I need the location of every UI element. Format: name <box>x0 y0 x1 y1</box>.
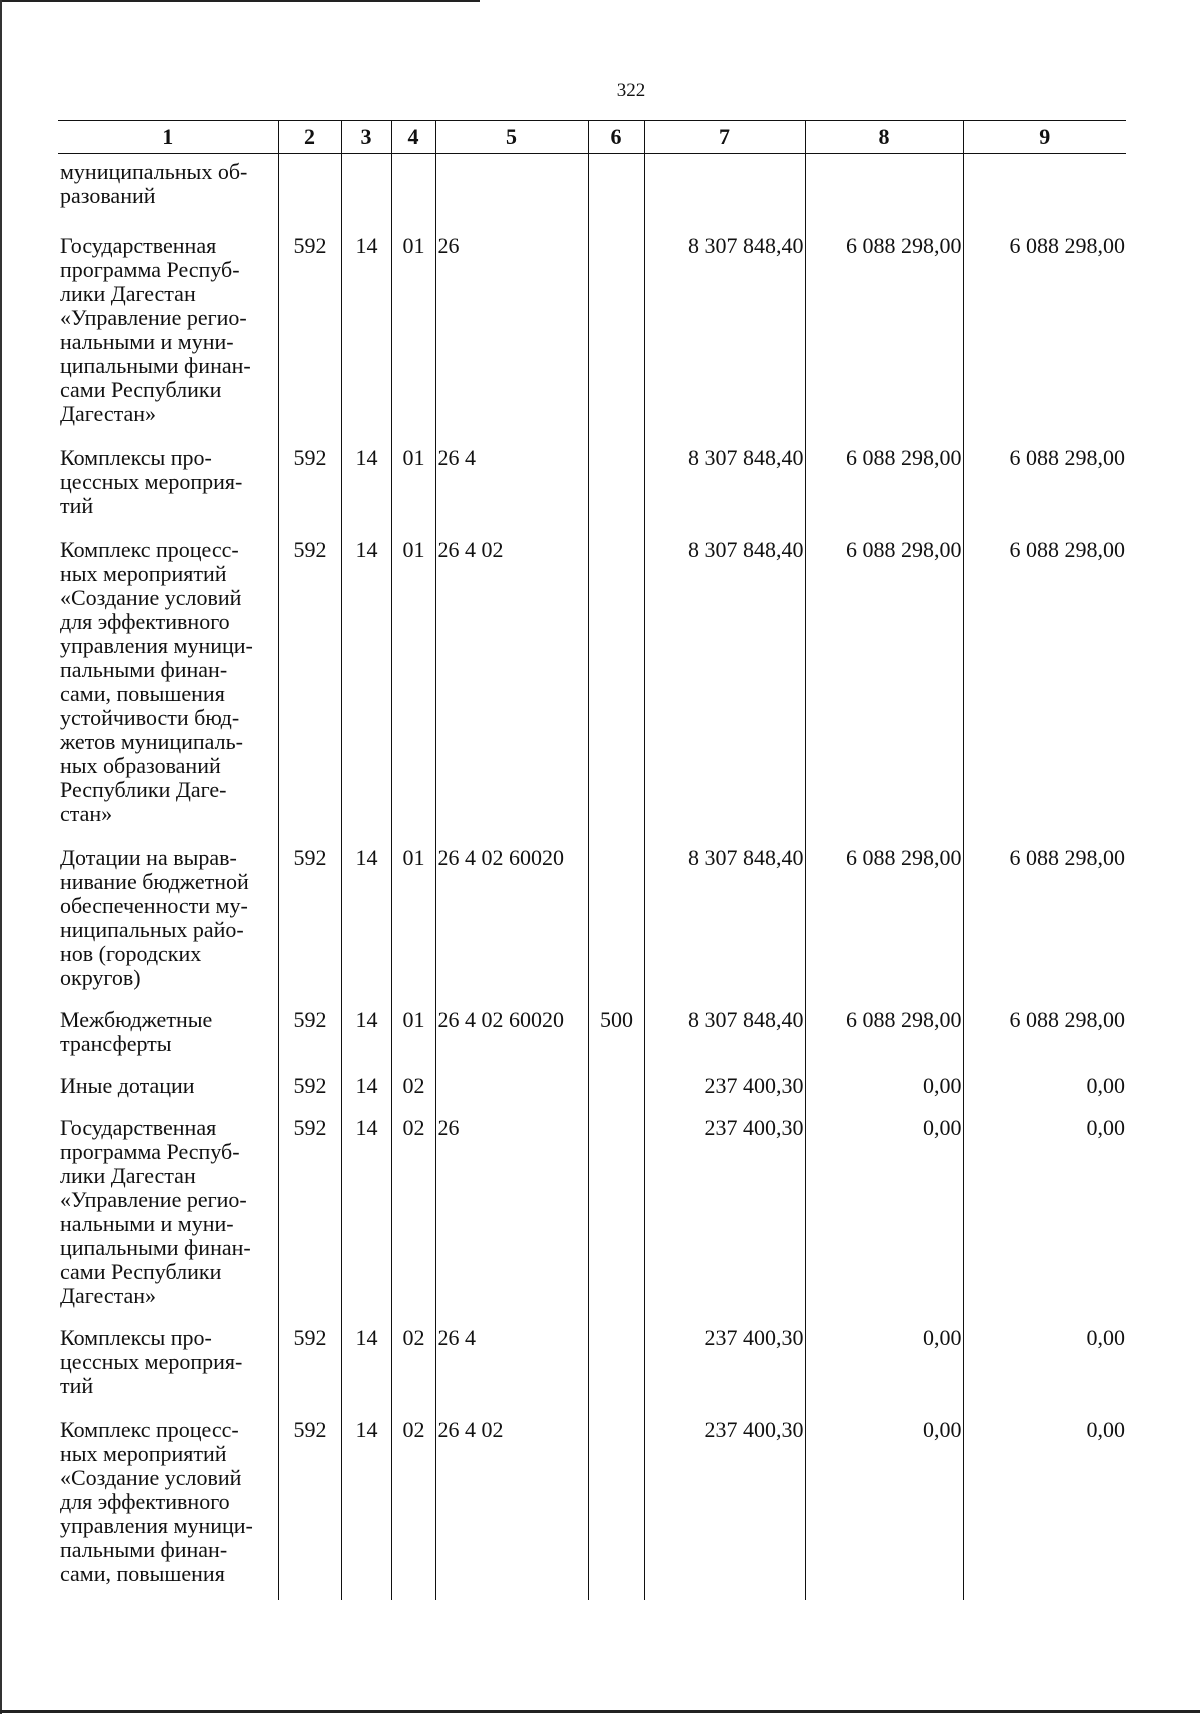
target-article-code <box>435 1056 588 1098</box>
target-article-code: 26 4 <box>435 1308 588 1398</box>
column-header-8: 8 <box>805 121 963 154</box>
gr-code: 592 <box>278 826 341 990</box>
row-label-line: для эффективного <box>60 609 230 634</box>
row-label-line: Иные дотации <box>60 1073 195 1098</box>
amount-year-1: 8 307 848,40 <box>644 518 805 826</box>
table-row <box>58 826 1126 990</box>
row-label-line: пальными финан- <box>60 1537 228 1562</box>
row-label-line: ных мероприятий <box>60 1441 227 1466</box>
subsection-code: 02 <box>391 1398 435 1600</box>
row-label-line: программа Респуб- <box>60 1139 240 1164</box>
row-label-line: «Управление регио- <box>60 1187 247 1212</box>
target-article-code: 26 4 02 60020 <box>435 990 588 1056</box>
row-label-line: цессных мероприя- <box>60 469 243 494</box>
row-label-line: ципальными финан- <box>60 353 251 378</box>
row-label-line: Государственная <box>60 233 217 258</box>
amount-year-3: 0,00 <box>963 1398 1126 1600</box>
row-label <box>58 1398 278 1600</box>
row-label-line: ниципальных райо- <box>60 917 244 942</box>
gr-code <box>278 154 341 215</box>
gr-code: 592 <box>278 1308 341 1398</box>
table-row <box>58 1098 1126 1308</box>
row-label-line: устойчивости бюд- <box>60 705 240 730</box>
row-label-line: управления муници- <box>60 633 253 658</box>
amount-year-2: 0,00 <box>805 1308 963 1398</box>
expense-type-code <box>588 214 644 426</box>
row-label <box>58 426 278 518</box>
amount-year-2 <box>805 154 963 215</box>
row-label-line: ных образований <box>60 753 221 778</box>
table-body <box>58 154 1126 1601</box>
amount-year-3 <box>963 154 1126 215</box>
scan-edge-top <box>0 0 480 2</box>
amount-year-2: 0,00 <box>805 1098 963 1308</box>
section-code: 14 <box>341 426 391 518</box>
section-code <box>341 154 391 215</box>
table-row <box>58 518 1126 826</box>
row-label-line: сами Республики <box>60 377 222 402</box>
subsection-code: 01 <box>391 214 435 426</box>
row-label-line: управления муници- <box>60 1513 253 1538</box>
row-label <box>58 826 278 990</box>
amount-year-2: 0,00 <box>805 1398 963 1600</box>
amount-year-1: 8 307 848,40 <box>644 214 805 426</box>
expense-type-code <box>588 826 644 990</box>
amount-year-3: 0,00 <box>963 1098 1126 1308</box>
amount-year-1: 237 400,30 <box>644 1056 805 1098</box>
gr-code: 592 <box>278 518 341 826</box>
row-label-line: Дагестан» <box>60 1283 157 1308</box>
row-label-line: ципальными финан- <box>60 1235 251 1260</box>
amount-year-1: 237 400,30 <box>644 1308 805 1398</box>
row-label-line: «Создание условий <box>60 1465 242 1490</box>
amount-year-1: 8 307 848,40 <box>644 826 805 990</box>
expense-type-code <box>588 154 644 215</box>
amount-year-2: 6 088 298,00 <box>805 214 963 426</box>
column-header-7: 7 <box>644 121 805 154</box>
scan-edge-left <box>0 0 2 1714</box>
row-label-line: Комплексы про- <box>60 445 212 470</box>
target-article-code: 26 4 02 60020 <box>435 826 588 990</box>
row-label-line: Комплекс процесс- <box>60 537 239 562</box>
scan-edge-bottom <box>0 1710 1200 1713</box>
page-number: 322 <box>616 80 646 101</box>
subsection-code: 01 <box>391 426 435 518</box>
section-code: 14 <box>341 214 391 426</box>
amount-year-2: 0,00 <box>805 1056 963 1098</box>
column-header-2: 2 <box>278 121 341 154</box>
row-label-line: Комплексы про- <box>60 1325 212 1350</box>
row-label-line: «Управление регио- <box>60 305 247 330</box>
expense-type-code <box>588 1308 644 1398</box>
section-code: 14 <box>341 1098 391 1308</box>
table-row <box>58 426 1126 518</box>
row-label <box>58 1098 278 1308</box>
row-label-line: программа Респуб- <box>60 257 240 282</box>
row-label-line: тий <box>60 1373 94 1398</box>
gr-code: 592 <box>278 1398 341 1600</box>
section-code: 14 <box>341 826 391 990</box>
row-label-line: ных мероприятий <box>60 561 227 586</box>
target-article-code: 26 <box>435 214 588 426</box>
gr-code: 592 <box>278 1098 341 1308</box>
gr-code: 592 <box>278 214 341 426</box>
subsection-code <box>391 154 435 215</box>
target-article-code: 26 <box>435 1098 588 1308</box>
column-header-1: 1 <box>58 121 278 154</box>
row-label-line: муниципальных об- <box>60 159 248 184</box>
row-label-line: нальными и муни- <box>60 1211 234 1236</box>
amount-year-2: 6 088 298,00 <box>805 426 963 518</box>
table-row <box>58 1398 1126 1600</box>
row-label-line: цессных мероприя- <box>60 1349 243 1374</box>
subsection-code: 02 <box>391 1098 435 1308</box>
target-article-code: 26 4 02 <box>435 518 588 826</box>
row-label-line: Межбюджетные <box>60 1007 213 1032</box>
amount-year-3: 6 088 298,00 <box>963 426 1126 518</box>
row-label-line: Республики Даге- <box>60 777 227 802</box>
column-header-4: 4 <box>391 121 435 154</box>
table-row <box>58 1308 1126 1398</box>
target-article-code: 26 4 02 <box>435 1398 588 1600</box>
gr-code: 592 <box>278 990 341 1056</box>
target-article-code <box>435 154 588 215</box>
gr-code: 592 <box>278 426 341 518</box>
section-code: 14 <box>341 518 391 826</box>
row-label-line: сами Республики <box>60 1259 222 1284</box>
subsection-code: 01 <box>391 826 435 990</box>
target-article-code: 26 4 <box>435 426 588 518</box>
row-label <box>58 214 278 426</box>
row-label <box>58 518 278 826</box>
table-row <box>58 214 1126 426</box>
section-code: 14 <box>341 1398 391 1600</box>
row-label-line: округов) <box>60 965 141 990</box>
row-label-line: лики Дагестан <box>60 281 196 306</box>
amount-year-2: 6 088 298,00 <box>805 990 963 1056</box>
column-header-6: 6 <box>588 121 644 154</box>
table-row <box>58 1056 1126 1098</box>
row-label-line: трансферты <box>60 1031 172 1056</box>
section-code: 14 <box>341 1308 391 1398</box>
column-header-3: 3 <box>341 121 391 154</box>
expense-type-code <box>588 518 644 826</box>
amount-year-3: 6 088 298,00 <box>963 826 1126 990</box>
amount-year-1 <box>644 154 805 215</box>
row-label-line: сами, повышения <box>60 681 225 706</box>
amount-year-2: 6 088 298,00 <box>805 518 963 826</box>
table-row <box>58 154 1126 215</box>
row-label-line: пальными финан- <box>60 657 228 682</box>
row-label-line: сами, повышения <box>60 1561 225 1586</box>
row-label-line: нов (городских <box>60 941 202 966</box>
row-label-line: жетов муниципаль- <box>60 729 243 754</box>
row-label-line: Комплекс процесс- <box>60 1417 239 1442</box>
expense-type-code <box>588 1398 644 1600</box>
expense-type-code <box>588 1098 644 1308</box>
section-code: 14 <box>341 990 391 1056</box>
amount-year-1: 8 307 848,40 <box>644 426 805 518</box>
amount-year-1: 237 400,30 <box>644 1098 805 1308</box>
row-label-line: обеспеченности му- <box>60 893 248 918</box>
row-label <box>58 1056 278 1098</box>
row-label <box>58 1308 278 1398</box>
expense-type-code <box>588 1056 644 1098</box>
amount-year-1: 8 307 848,40 <box>644 990 805 1056</box>
column-header-9: 9 <box>963 121 1126 154</box>
subsection-code: 02 <box>391 1308 435 1398</box>
row-label-line: лики Дагестан <box>60 1163 196 1188</box>
row-label <box>58 154 278 215</box>
amount-year-1: 237 400,30 <box>644 1398 805 1600</box>
row-label-line: Государственная <box>60 1115 217 1140</box>
row-label <box>58 990 278 1056</box>
row-label-line: тий <box>60 493 94 518</box>
header-row <box>58 121 1126 154</box>
amount-year-3: 6 088 298,00 <box>963 518 1126 826</box>
amount-year-3: 0,00 <box>963 1056 1126 1098</box>
expense-type-code: 500 <box>588 990 644 1056</box>
row-label-line: для эффективного <box>60 1489 230 1514</box>
row-label-line: Дагестан» <box>60 401 157 426</box>
amount-year-3: 6 088 298,00 <box>963 214 1126 426</box>
section-code: 14 <box>341 1056 391 1098</box>
budget-table <box>58 120 1126 1600</box>
column-header-5: 5 <box>435 121 588 154</box>
amount-year-2: 6 088 298,00 <box>805 826 963 990</box>
expense-type-code <box>588 426 644 518</box>
row-label-line: нивание бюджетной <box>60 869 249 894</box>
row-label-line: «Создание условий <box>60 585 242 610</box>
table-row <box>58 990 1126 1056</box>
row-label-line: нальными и муни- <box>60 329 234 354</box>
amount-year-3: 0,00 <box>963 1308 1126 1398</box>
subsection-code: 02 <box>391 1056 435 1098</box>
subsection-code: 01 <box>391 518 435 826</box>
gr-code: 592 <box>278 1056 341 1098</box>
amount-year-3: 6 088 298,00 <box>963 990 1126 1056</box>
row-label-line: разований <box>60 183 156 208</box>
row-label-line: стан» <box>60 801 113 826</box>
subsection-code: 01 <box>391 990 435 1056</box>
row-label-line: Дотации на вырав- <box>60 845 237 870</box>
